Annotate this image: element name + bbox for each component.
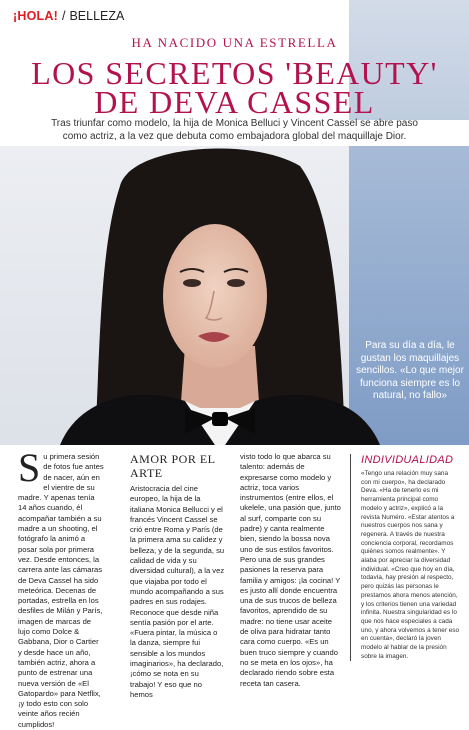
article-column-1 [18,445,104,730]
drop-cap: S [18,445,41,490]
column-2-text: Aristocracia del cine europeo, la hija de la italiana Monica Bellucci y el francés Vincent Cassel se crió entre Roma y París (de la primera ama su calidez y belleza, y de la segunda, su calidad de vida y su diversidad cultural), a la vez que viajaba por todo el mundo acompañando a sus padres en sus rodajes. Reconoce que desde niña sentía pasión por el arte. «Fuera pintar, la música o la danza, siempre fui sensible a los mundos imaginarios», ha declarado, ¡cómo se nota en su trabajo! Y eso que no hemos [130,484,225,699]
subheading-amor-por-el-arte: AMOR POR EL ARTE [130,452,216,480]
sidebar-text: «Tengo una relación muy sana con mi cuerpo», ha declarado Deva. «Ha de tenerlo es mi herramienta principal como modelo y actriz», explicó a la revista Numéro. «Estar atentos a nuestros cuerpos nos sana y regenera. A través de nuestra conciencia corporal, recordamos quiénes somos realmente». Y alaba por apreciar la diversidad individual. «Creo que hoy en día, todavía, hay presión al respecto, pero quizás las personas le prestamos ahora menos atención, y los criterios tienen una variedad infinita. Nuestra singularidad es lo que nos hace especiales a cada uno, y ahora volvemos a tener eso en cuenta», declaró la joven modelo al hablar de la presión sobre la imagen. [361,470,460,660]
article-column-2 [130,452,225,700]
brand-logo[interactable]: ¡HOLA! [13,9,58,23]
article-title-line-2: DE DEVA CASSEL [94,84,375,120]
column-3-text: visto todo lo que abarca su talento: además de expresarse como modelo y actriz, toca varios instrumentos (entre ellos, el ukelele, una pasión que, junto al surf, comparte con su padre) y canta realmente bien, siendo la bossa nova uno de sus estilos favoritos. Pero una de sus grandes pasiones la reserva para familia y amigos: ¡la cocina! Y es justo allí donde encuentra una de sus trucos de belleza favoritos, aprendido de su madre: no tiene usar aceite de oliva para hidratar tanto cara como cuerpo. «Es un buen truco siempre y cuando no se meta en los ojos», ha declarado riendo sobre esta receta tan casera. [240,452,341,688]
article-deck: Tras triunfar como modelo, la hija de Monica Belluci y Vincent Cassel se abre paso como actriz, a la vez que debuta como embajadora global del maquillaje Dior. [51,118,418,142]
article-kicker: HA NACIDO UNA ESTRELLA [131,35,338,50]
article-column-3 [240,452,342,689]
column-1-text: u primera sesión de fotos fue antes de nacer, aún en el vientre de su madre. Y apenas tenía 14 años cuando, él acompañar también a su madre a un shooting, el fotógrafo la animó a posar sola por primera vez. Desde entonces, la carrera ante las cámaras de Deva Cassel ha sido meteórica. Decenas de portadas, estrella en los desfiles de Milán y París, imagen de marcas de lujo como Dolce & Gabbana, Dior o Cartier y desde hace un año, también actriz, ahora a punto de estrenar una nueva versión de «El Gatopardo» para Netflix, ¡y todo esto con solo veinte años recién cumplidos! [18,452,104,729]
breadcrumb-separator: / [61,9,66,23]
pull-quote: Para su día a día, le gustan los maquillajes sencillos. «Lo que mejor funciona siempre es lo natural, no fallo» [356,340,464,401]
sidebar-individualidad [350,454,460,661]
article-title-line-1: LOS SECRETOS 'BEAUTY' [31,55,438,91]
section-label[interactable]: BELLEZA [69,9,125,23]
magazine-header [13,9,124,23]
sidebar-heading: INDIVIDUALIDAD [361,454,454,466]
